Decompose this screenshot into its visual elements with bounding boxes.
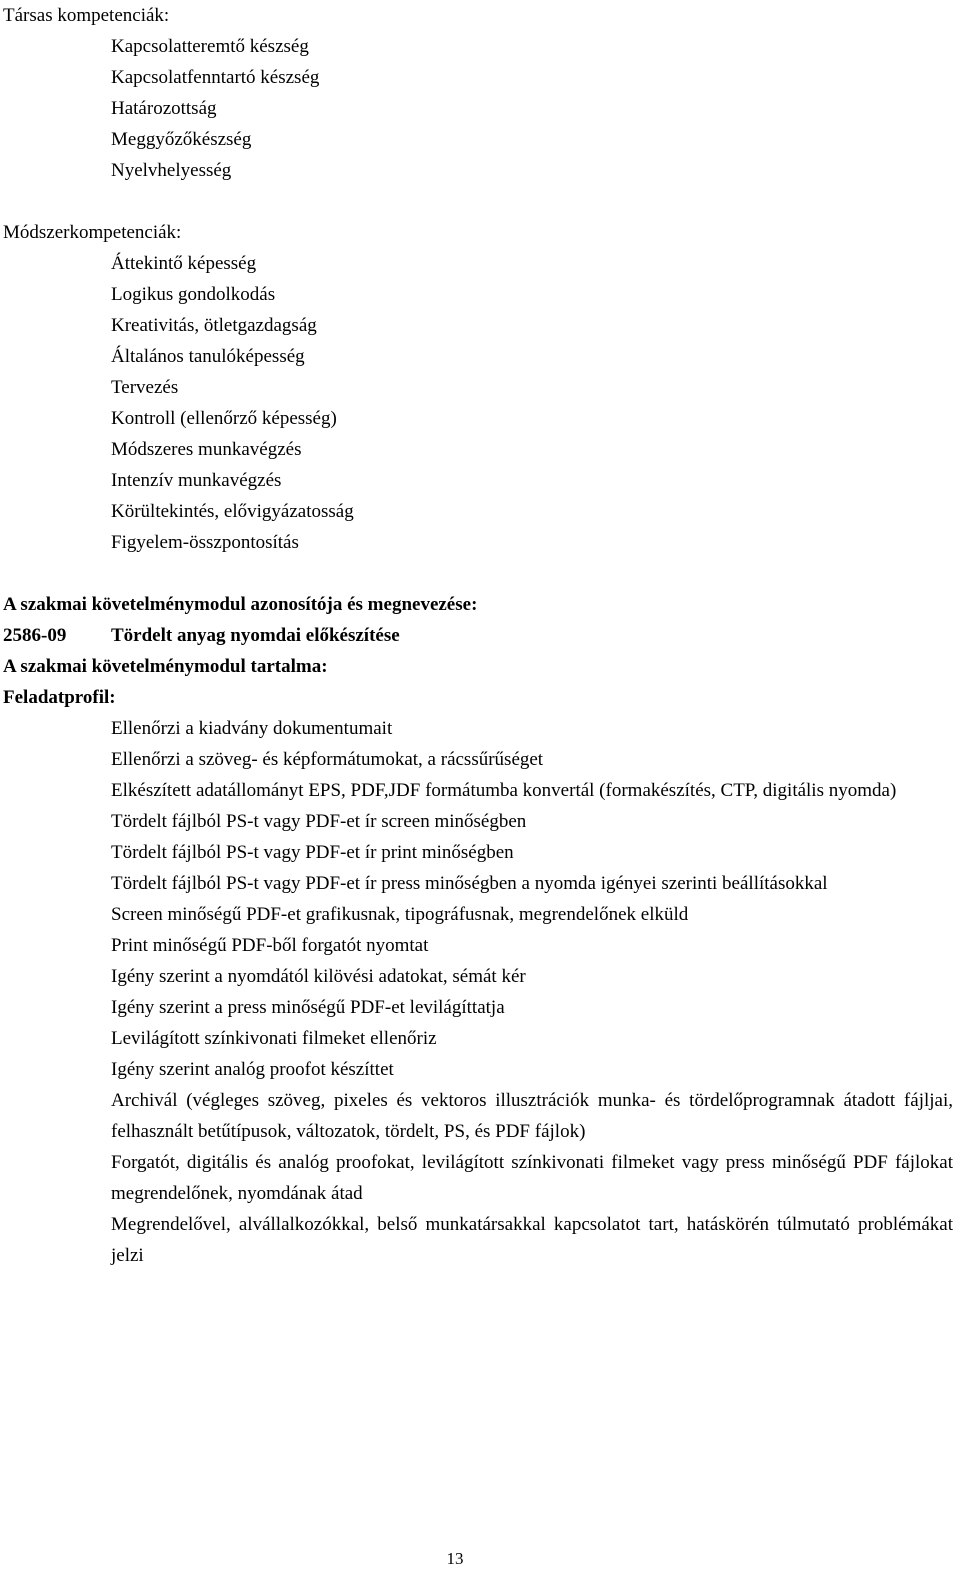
task-item: Archivál (végleges szöveg, pixeles és vektoros illusztrációk munka- és tördelőprogramnak átadott fájljai, felhasznált betűtípusok, változatok, tördelt, PS, és PDF fájlok) (111, 1090, 953, 1142)
task-item: Tördelt fájlból PS-t vagy PDF-et ír press minőségben a nyomda igényei szerinti beállításokkal (111, 873, 828, 894)
task-item: Ellenőrzi a szöveg- és képformátumokat, a rácssűrűséget (111, 749, 544, 770)
module-title-line (3, 620, 953, 651)
list-item: Kreativitás, ötletgazdagság (111, 315, 317, 336)
social-competencies-list (3, 31, 953, 186)
list-item: Meggyőzőkészség (111, 129, 252, 150)
task-item: Screen minőségű PDF-et grafikusnak, tipográfusnak, megrendelőnek elküld (111, 904, 689, 925)
task-item: Igény szerint a press minőségű PDF-et levilágíttatja (111, 997, 505, 1018)
list-item: Figyelem-összpontosítás (111, 532, 299, 553)
social-competencies-section (3, 0, 953, 186)
task-item: Print minőségű PDF-ből forgatót nyomtat (111, 935, 429, 956)
list-item: Általános tanulóképesség (111, 346, 305, 367)
social-competencies-heading: Társas kompetenciák: (3, 5, 170, 26)
task-item: Ellenőrzi a kiadvány dokumentumait (111, 718, 393, 739)
list-item: Kapcsolatteremtő készség (111, 36, 309, 57)
method-competencies-heading: Módszerkompetenciák: (3, 222, 182, 243)
list-item: Logikus gondolkodás (111, 284, 276, 305)
task-profile-list (3, 713, 953, 1271)
task-item: Tördelt fájlból PS-t vagy PDF-et ír print minőségben (111, 842, 514, 863)
module-id-heading: A szakmai követelménymodul azonosítója és megnevezése: (3, 594, 478, 615)
document-page (3, 0, 953, 1271)
list-item: Nyelvhelyesség (111, 160, 232, 181)
task-item: Tördelt fájlból PS-t vagy PDF-et ír screen minőségben (111, 811, 527, 832)
list-item: Kontroll (ellenőrző képesség) (111, 408, 337, 429)
list-item: Áttekintő képesség (111, 253, 257, 274)
task-item: Forgatót, digitális és analóg proofokat, levilágított színkivonati filmeket vagy press minőségű PDF fájlokat megrendelőnek, nyomdának átad (111, 1152, 953, 1204)
task-item: Elkészített adatállományt EPS, PDF,JDF formátumba konvertál (formakészítés, CTP, digitális nyomda) (111, 780, 897, 801)
method-competencies-list (3, 248, 953, 558)
spacer (3, 558, 953, 589)
module-name: Tördelt anyag nyomdai előkészítése (111, 625, 400, 646)
task-item: Levilágított színkivonati filmeket ellenőriz (111, 1028, 437, 1049)
page-number: 13 (446, 1549, 464, 1568)
spacer (3, 186, 953, 217)
module-section (3, 589, 953, 1271)
module-code: 2586-09 (3, 625, 67, 646)
task-profile-heading: Feladatprofil: (3, 687, 116, 708)
task-item: Igény szerint a nyomdától kilövési adatokat, sémát kér (111, 966, 526, 987)
method-competencies-section (3, 217, 953, 558)
list-item: Körültekintés, elővigyázatosság (111, 501, 354, 522)
module-content-heading: A szakmai követelménymodul tartalma: (3, 656, 328, 677)
list-item: Kapcsolatfenntartó készség (111, 67, 320, 88)
list-item: Intenzív munkavégzés (111, 470, 282, 491)
task-item: Igény szerint analóg proofot készíttet (111, 1059, 394, 1080)
list-item: Módszeres munkavégzés (111, 439, 302, 460)
list-item: Tervezés (111, 377, 179, 398)
task-item: Megrendelővel, alvállalkozókkal, belső munkatársakkal kapcsolatot tart, hatáskörén túlmutató problémákat jelzi (111, 1214, 953, 1266)
list-item: Határozottság (111, 98, 217, 119)
